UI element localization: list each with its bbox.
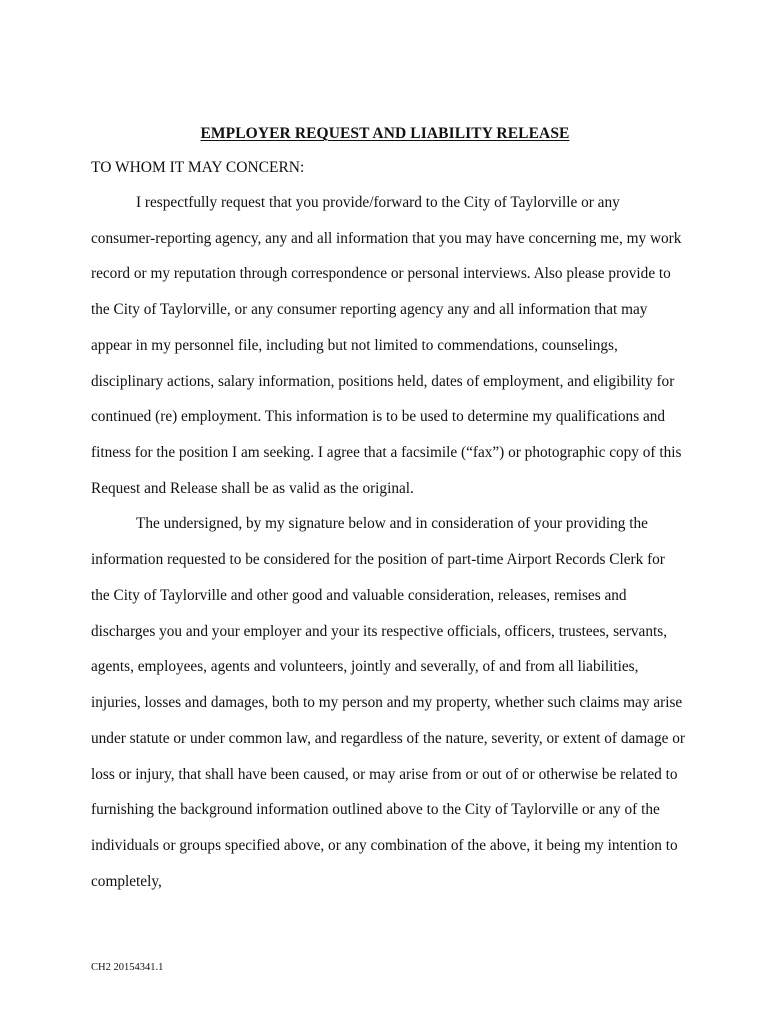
document-footer-code: CH2 20154341.1 [91,962,164,973]
body-line: loss or injury, that shall have been caused, or may arise from or out of or otherwise be related to [91,766,678,783]
body-line: agents, employees, agents and volunteers, jointly and severally, of and from all liabilities, [91,658,639,675]
body-line: record or my reputation through correspondence or personal interviews. Also please provide to [91,265,671,282]
body-line: individuals or groups specified above, or any combination of the above, it being my intention to [91,837,678,854]
body-line: the City of Taylorville, or any consumer reporting agency any and all information that may [91,301,648,318]
body-line: I respectfully request that you provide/forward to the City of Taylorville or any [136,194,620,211]
body-line: under statute or under common law, and regardless of the nature, severity, or extent of damage or [91,730,685,747]
body-line: the City of Taylorville and other good and valuable consideration, releases, remises and [91,587,627,604]
salutation: TO WHOM IT MAY CONCERN: [91,159,305,176]
body-line: consumer-reporting agency, any and all information that you may have concerning me, my work [91,230,682,247]
body-line: completely, [91,873,162,890]
body-line: furnishing the background information outlined above to the City of Taylorville or any of the [91,801,660,818]
body-line: The undersigned, by my signature below and in consideration of your providing the [136,515,648,532]
document-title: EMPLOYER REQUEST AND LIABILITY RELEASE [200,125,570,142]
body-line: discharges you and your employer and your its respective officials, officers, trustees, servants, [91,623,668,640]
body-line: information requested to be considered for the position of part-time Airport Records Clerk for [91,551,665,568]
body-line: appear in my personnel file, including but not limited to commendations, counselings, [91,337,618,354]
body-line: fitness for the position I am seeking. I agree that a facsimile (“fax”) or photographic copy of this [91,444,682,461]
body-line: injuries, losses and damages, both to my person and my property, whether such claims may arise [91,694,683,711]
body-line: disciplinary actions, salary information, positions held, dates of employment, and eligibility for [91,373,675,390]
body-line: Request and Release shall be as valid as the original. [91,480,414,497]
body-line: continued (re) employment. This information is to be used to determine my qualifications and [91,408,666,425]
